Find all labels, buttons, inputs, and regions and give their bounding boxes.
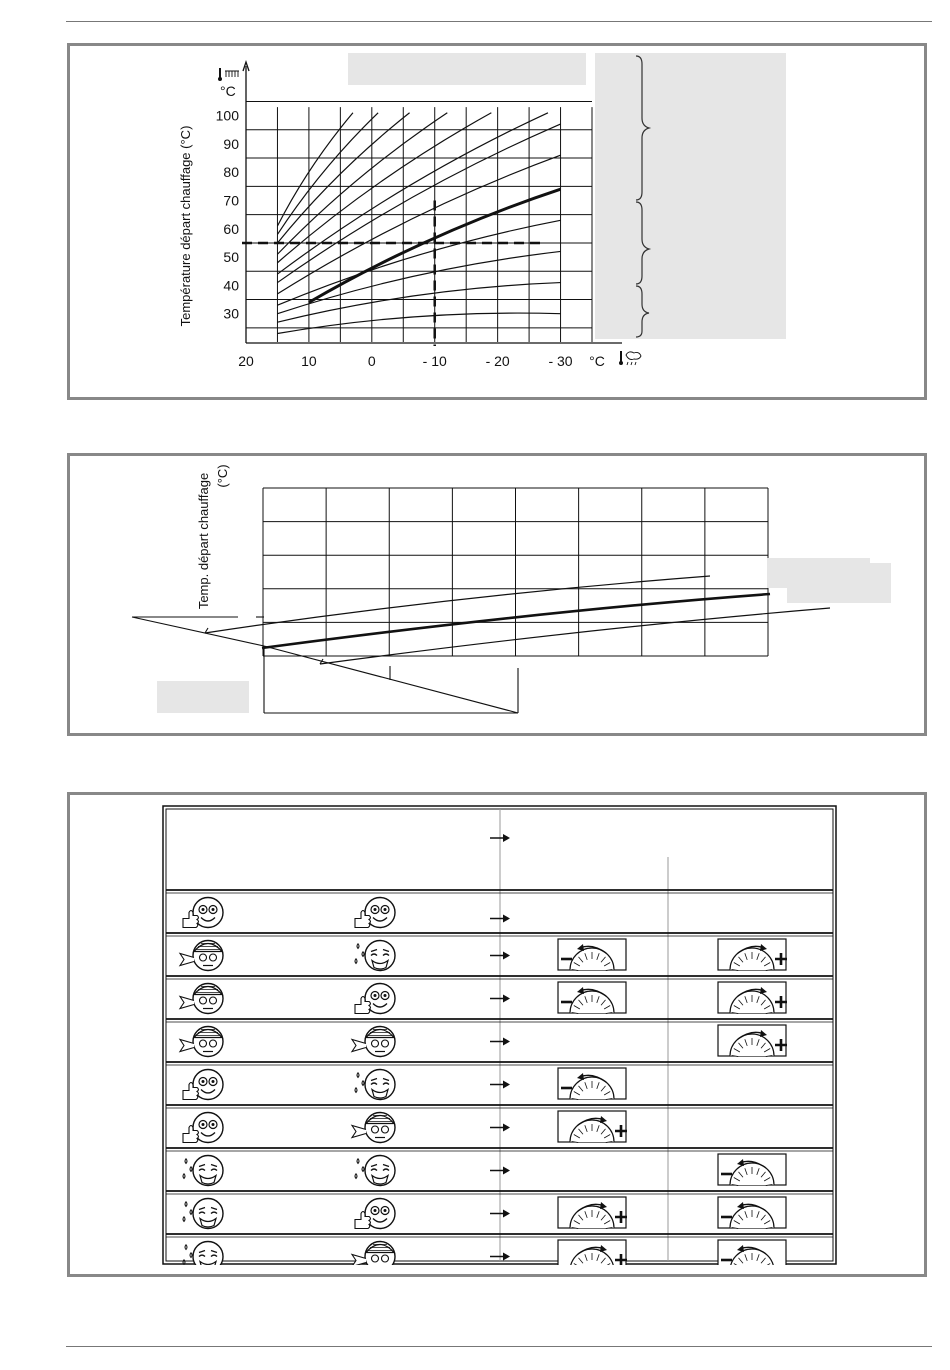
x-tick-label: 10 xyxy=(301,353,317,369)
dial-increase-icon xyxy=(558,1111,627,1143)
hot-face-icon xyxy=(183,1199,223,1229)
hot-face-icon xyxy=(355,1070,395,1100)
curve-label-shade-top xyxy=(348,53,586,85)
heating-curve xyxy=(277,113,447,255)
y-tick-label: 80 xyxy=(223,164,239,181)
y-tick-label: 70 xyxy=(223,192,239,209)
chart-curves xyxy=(277,113,560,334)
heating-curve xyxy=(277,113,409,243)
adjustment-table xyxy=(162,805,837,1265)
x-tick-label: 0 xyxy=(367,353,376,369)
dial-decrease-icon xyxy=(718,1240,786,1265)
dial-increase-icon xyxy=(558,1240,627,1265)
smile-face-icon xyxy=(183,1070,223,1100)
x-tick-label: 20 xyxy=(238,353,254,369)
y-tick-label: 40 xyxy=(223,277,239,294)
x-tick-label: °C xyxy=(589,353,605,369)
cold-face-icon xyxy=(180,984,223,1014)
hot-face-icon xyxy=(355,1156,395,1186)
callout-left-shade xyxy=(157,681,249,713)
dial-increase-icon xyxy=(718,1025,787,1057)
cold-face-icon xyxy=(180,1027,223,1057)
y-tick-label: 30 xyxy=(223,305,239,322)
smile-face-icon xyxy=(355,984,395,1014)
x-tick-label: - 10 xyxy=(422,353,447,369)
heating-curve xyxy=(277,113,378,235)
adjustment-table-panel xyxy=(67,792,927,1277)
heating-curve xyxy=(277,313,560,333)
heating-curve xyxy=(277,113,491,263)
top-rule xyxy=(66,21,932,22)
callout-right-shade-b xyxy=(787,563,891,603)
parallel-shift-chart xyxy=(70,456,924,733)
heating-curve xyxy=(277,251,560,313)
x-tick-label: - 20 xyxy=(485,353,510,369)
chart2-grid xyxy=(263,488,768,656)
dial-decrease-icon xyxy=(718,1154,786,1186)
bottom-rule xyxy=(66,1346,932,1347)
chart1-y-axis-title: Température départ chauffage (°C) xyxy=(178,125,193,327)
cold-face-icon xyxy=(352,1113,395,1143)
hot-face-icon xyxy=(355,941,395,971)
y-tick-label: 90 xyxy=(223,135,239,152)
dial-increase-icon xyxy=(718,982,787,1014)
cold-face-icon xyxy=(180,941,223,971)
dial-increase-icon xyxy=(718,939,787,971)
dial-decrease-icon xyxy=(558,939,626,971)
dial-increase-icon xyxy=(558,1197,627,1229)
heating-curves-chart xyxy=(70,46,924,397)
dial-decrease-icon xyxy=(558,1068,626,1100)
chart-grid xyxy=(246,101,592,342)
y-tick-label: 50 xyxy=(223,249,239,266)
outdoor-thermometer-icon xyxy=(619,351,641,365)
x-tick-label: - 30 xyxy=(548,353,573,369)
chart2-y-axis-unit: (°C) xyxy=(215,464,230,488)
y-tick-label: 60 xyxy=(223,220,239,237)
hot-face-icon xyxy=(183,1156,223,1186)
smile-face-icon xyxy=(183,898,223,928)
dial-decrease-icon xyxy=(558,982,626,1014)
chart1-y-unit: °C xyxy=(220,83,236,99)
dial-decrease-icon xyxy=(718,1197,786,1229)
parallel-shift-panel xyxy=(67,453,927,736)
radiator-thermometer-icon xyxy=(218,68,239,81)
smile-face-icon xyxy=(183,1113,223,1143)
y-tick-label: 100 xyxy=(215,107,239,124)
smile-face-icon xyxy=(355,898,395,928)
chart2-y-axis-title: Temp. départ chauffage xyxy=(196,472,211,610)
construction-line-upper xyxy=(132,617,264,646)
heating-curves-panel xyxy=(67,43,927,400)
cold-face-icon xyxy=(352,1027,395,1057)
cold-face-icon xyxy=(352,1242,395,1266)
heating-curve xyxy=(277,220,560,305)
curve-label-shade-right xyxy=(595,53,786,339)
smile-face-icon xyxy=(355,1199,395,1229)
